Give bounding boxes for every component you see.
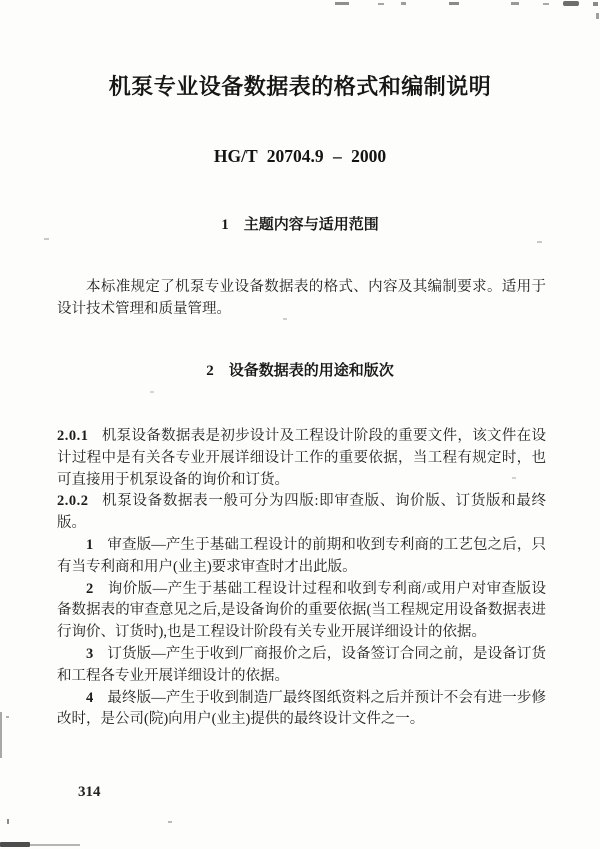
scan-speck [6,716,9,718]
scan-speck [335,2,349,5]
scope-paragraph: 本标准规定了机泵专业设备数据表的格式、内容及其编制要求。适用于设计技术管理和质量管理。 [57,279,546,317]
scan-speck [401,2,406,5]
section-2-number: 2 [206,363,214,379]
scan-edge-line [0,712,2,758]
version-item-4-text: 最终版—产生于收到制造厂最终图纸资料之后并预计不会有进一步修改时，是公司(院)向用户(业主)提供的最终设计文件之一。 [57,689,546,728]
clause-2-0-1 [57,426,546,491]
section-1-number: 1 [221,217,229,233]
page-number: 314 [78,784,101,800]
scan-smudge [30,844,80,846]
version-item-4-number: 4 [86,689,94,706]
section-2-heading [0,359,600,380]
document-title: 机泵专业设备数据表的格式和编制说明 [108,74,492,99]
standard-number: HG/T 20704.9 – 2000 [213,146,387,166]
version-item-2 [57,579,546,644]
section-1-title: 主题内容与适用范围 [243,216,379,233]
clauses-block [57,426,546,731]
version-item-1 [57,535,546,579]
clause-2-0-1-text: 机泵设备数据表是初步设计及工程设计阶段的重要文件，该文件在设计过程中是有关各专业开展详细设计工作的重要依据，当工程有规定时，也可直接用于机泵设备的询价和订货。 [57,428,546,488]
version-item-2-text: 询价版—产生于基础工程设计过程和收到专利商/或用户对审查版设备数据表的审查意见之后,是设备询价的重要依据(当工程规定用设备数据表进行询价、订货时),也是工程设计阶段有关专业开展详细设计的依据。 [57,580,546,641]
version-item-3 [57,644,546,688]
scan-speck [511,2,519,5]
scan-speck [596,13,599,19]
section-2-title: 设备数据表的用途和版次 [228,362,394,379]
scan-speck [537,241,542,243]
version-item-3-number: 3 [86,645,94,662]
scan-speck [150,391,154,393]
version-item-1-number: 1 [86,536,94,553]
scan-speck [378,3,384,5]
section-1-heading [0,213,600,234]
scan-speck [449,2,459,5]
version-item-4 [57,688,546,732]
scan-speck [7,819,9,824]
scan-smudge [0,842,30,847]
clause-2-0-2-text: 机泵设备数据表一般可分为四版:即审查版、询价版、订货版和最终版。 [57,493,546,532]
scan-speck [563,1,579,6]
clause-2-0-2-label: 2.0.2 [57,493,89,510]
version-item-2-number: 2 [86,580,94,597]
version-item-3-text: 订货版—产生于收到厂商报价之后，设备签订合同之前，是设备订货和工程各专业开展详细设计的依据。 [57,645,546,684]
scan-speck [44,238,49,240]
clause-2-0-1-label: 2.0.1 [57,428,89,444]
scan-speck [543,3,549,5]
scan-speck [593,2,598,6]
version-item-1-text: 审查版—产生于基础工程设计的前期和收到专利商的工艺包之后，只有当专利商和用户(业主)要求审查时才出此版。 [57,536,546,575]
scan-speck [168,821,172,823]
clause-2-0-2 [57,491,546,535]
scope-paragraph-block [57,277,546,321]
